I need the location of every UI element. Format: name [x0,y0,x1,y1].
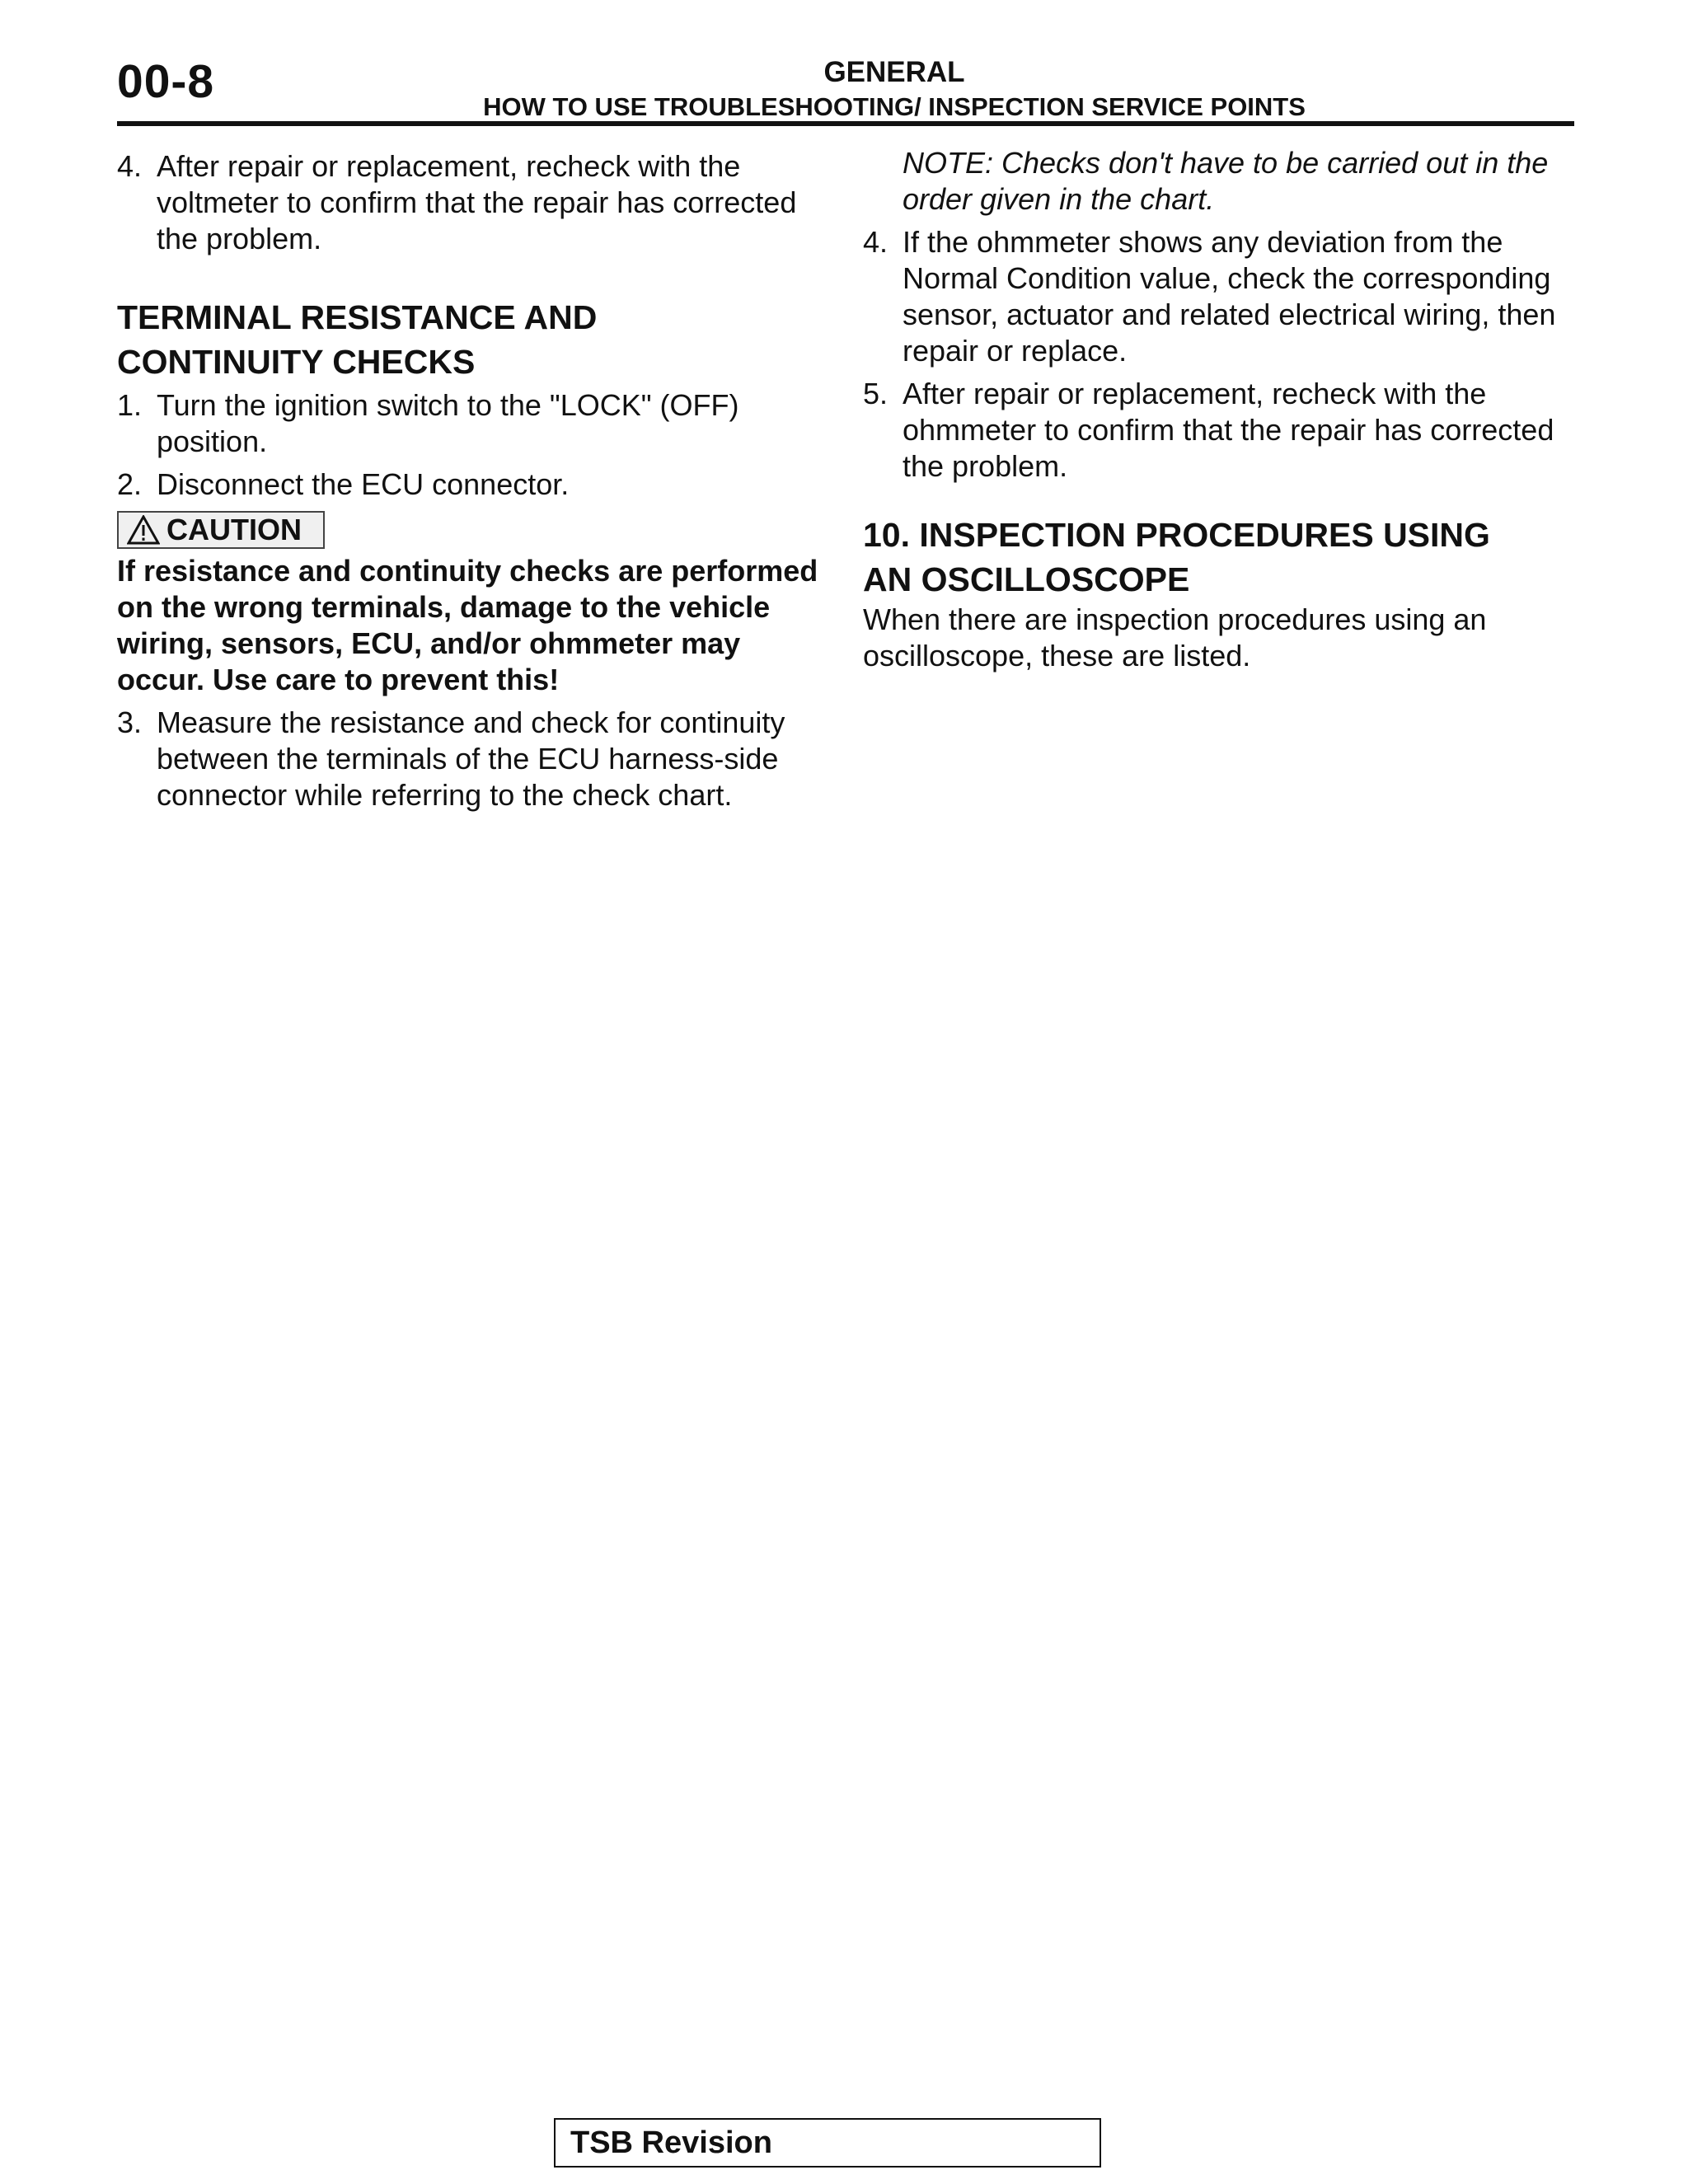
section-title: GENERAL [823,56,965,88]
list-item [863,224,1575,369]
caution-label [117,511,325,549]
list-item [863,376,1575,485]
item-number: 4. [117,149,143,183]
warning-triangle-icon [127,515,160,545]
item-text: After repair or replacement, recheck with the ohmmeter to confirm that the repair has corrected the problem. [903,377,1554,483]
item-text: Turn the ignition switch to the "LOCK" (OFF) position. [157,388,739,458]
left-column [117,148,826,820]
tsb-revision-label: TSB Revision [570,2125,772,2160]
list-item [117,705,826,813]
right-column [863,145,1575,674]
item-text: After repair or replacement, recheck with the voltmeter to confirm that the repair has corrected the problem. [157,149,797,255]
heading-line: 10. INSPECTION PROCEDURES USING [863,516,1490,554]
item-number: 5. [863,377,889,410]
note-text: NOTE: Checks don't have to be carried out in the order given in the chart. [903,146,1549,216]
subsection-title: HOW TO USE TROUBLESHOOTING/ INSPECTION SERVICE POINTS [483,92,1306,121]
heading-line: AN OSCILLOSCOPE [863,560,1190,598]
caution-label-text: CAUTION [166,513,302,546]
header-rule [117,121,1574,126]
item-text: Measure the resistance and check for continuity between the terminals of the ECU harness-side connector while referring to the check chart. [157,705,785,812]
list-item [117,148,826,257]
item-text: If the ohmmeter shows any deviation from the Normal Condition value, check the corresponding sensor, actuator and related electrical wiring, then repair or replace. [903,225,1556,368]
page-number: 00-8 [117,55,215,108]
section-heading [863,513,1575,602]
caution-text: If resistance and continuity checks are performed on the wrong terminals, damage to the vehicle wiring, sensors, ECU, and/or ohmmeter may occur. Use care to prevent this! [117,554,818,696]
item-text: Disconnect the ECU connector. [157,467,570,501]
item-number: 4. [863,225,889,259]
tsb-revision-box [554,2118,1101,2168]
heading-line: TERMINAL RESISTANCE AND [117,298,598,336]
item-number: 3. [117,705,143,739]
item-number: 1. [117,388,143,422]
section-heading [117,295,826,384]
paragraph: When there are inspection procedures using an oscilloscope, these are listed. [863,602,1487,673]
list-item [117,466,826,503]
item-number: 2. [117,467,143,501]
heading-line: CONTINUITY CHECKS [117,343,476,381]
list-item [117,387,826,460]
